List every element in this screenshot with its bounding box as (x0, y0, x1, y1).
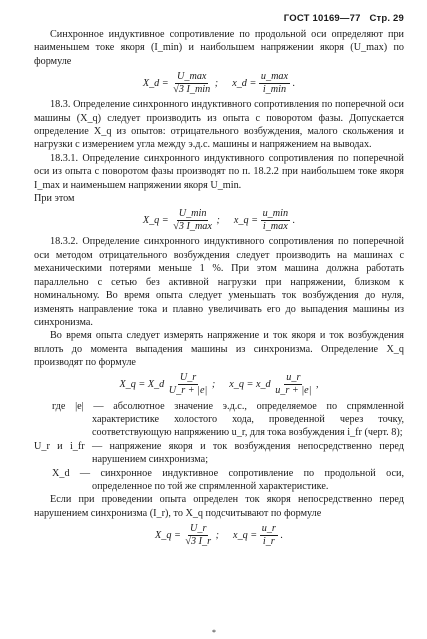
definition-e: где |e| — абсолютное значение э.д.с., определяемое по спрямленной характеристике холостого хода, проведенной через точку, соответствующую напряжению u_r, для тока возбуждения i_fr (черт. 8); (52, 400, 404, 439)
definition-xd: X_d — синхронное индуктивное сопротивление по продольной оси, определенное по той же спрямленной характеристике. (52, 467, 404, 492)
definition-ur: U_r и i_fr — напряжение якоря и ток возбуждения непосредственно перед нарушением синхронизма; (34, 440, 404, 466)
paragraph-measure: Во время опыта следует измерять напряжение и ток якоря и ток возбуждения вплоть до момента выпадения машины из синхронизма. Определение X_q производят по формуле (34, 330, 404, 369)
paragraph-xd-intro: Синхронное индуктивное сопротивление по продольной оси определяют при наименьшем токе якоря (I_min) и наибольшем напряжении якоря (U_max) по формуле (34, 29, 404, 67)
gost-number: ГОСТ 10169—77 (283, 13, 361, 24)
paragraph-18-3: 18.3. Определение синхронного индуктивного сопротивления по поперечной оси машины (X_q) следует производить из опыта с поворотом фазы. Допускается определение X_q из опытов: отрицательного возбуждения, малого скольжения и нагрузки с измерением угла между э.д.с. машины и напряжением на выводах. (34, 99, 404, 151)
formula-xq-ir: X_q = $\frac{U\_r}{√3 I\_r}$ ; x_q = $\frac{u\_r}{i\_r}$ . (155, 522, 283, 547)
paragraph-pri-etom: При этом (34, 193, 75, 205)
page-number: Стр. 29 (369, 13, 404, 24)
page-mark: * (212, 628, 216, 637)
page-header (34, 12, 404, 28)
paragraph-18-3-2: 18.3.2. Определение синхронного индуктивного сопротивления по поперечной оси методом отрицательного возбуждения следует производить на машинах с механическими потерями меньше 1 %. При этом машина должна работать параллельно с сетью без активной нагрузки при напряжении, близком к номинальному. Во время опыта следует уменьшать ток возбуждения до нуля, изменять направление тока и плавно увеличивать его до выпадения машины из синхронизма. (34, 236, 404, 328)
formula-xd: X_d = $\frac{U\_\max}{√3 I\_\min}$ ; x_d = $\frac{u\_\max}{i\_\min}$ . (142, 70, 296, 95)
paragraph-ir: Если при проведении опыта определен ток якоря непосредственно перед нарушением синхронизма (I_r), то X_q подсчитывают по формуле (34, 494, 404, 519)
document-page (34, 12, 404, 550)
paragraph-18-3-1: 18.3.1. Определение синхронного индуктивного сопротивления по поперечной оси из опыта с поворотом фазы производят по п. 18.2.2 при наибольшем токе якоря I_max и наименьшем напряжении якоря U_min. (34, 152, 404, 191)
formula-xq-phase: X_q = $\frac{U\_\min}{√3 I\_\max}$ ; x_q = $\frac{u\_\min}{i\_\max}$ . (142, 207, 296, 232)
formula-xq-negative: X_q = X_d $\frac{U\_r}{U\_r + |e|}$ ; x_q = x_d $\frac{u\_r}{u\_r + |e|}$ , (119, 372, 319, 397)
